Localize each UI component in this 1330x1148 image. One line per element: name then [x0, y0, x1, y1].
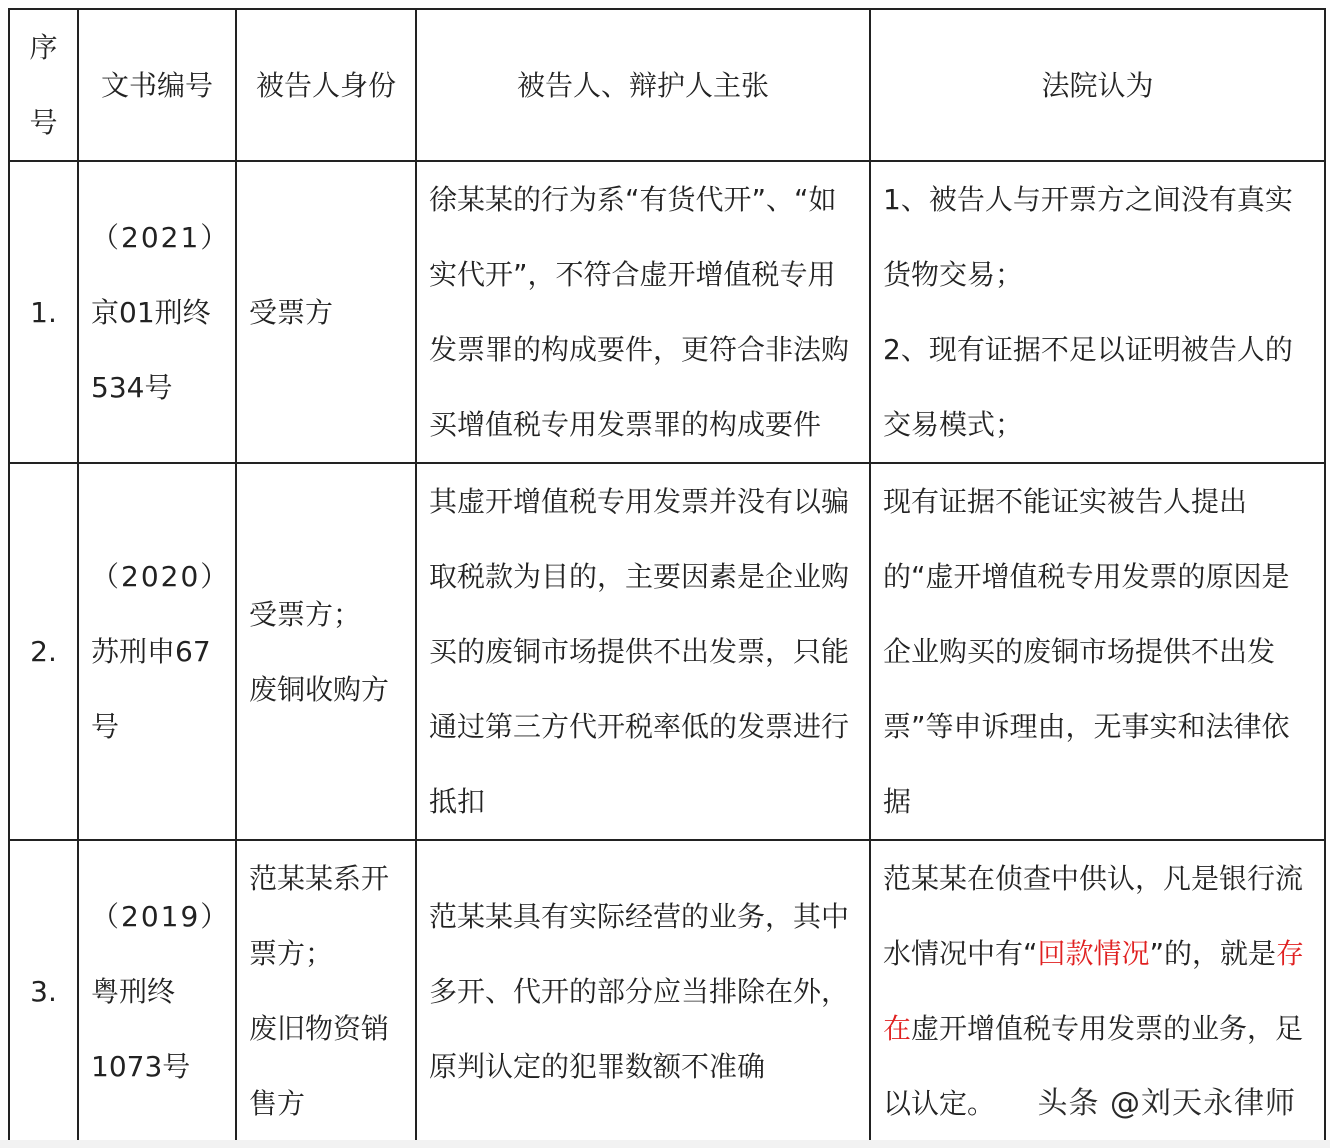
header-no: 序号	[9, 9, 78, 161]
document-year: （2021）	[91, 220, 231, 254]
defendant-identity	[236, 463, 416, 840]
identity-line: 废旧物资销售方	[249, 1012, 390, 1120]
document-number	[78, 161, 236, 463]
document-year: （2020）	[91, 560, 231, 593]
row-number: 2.	[9, 463, 78, 840]
header-claims: 被告人、辩护人主张	[416, 9, 870, 161]
row-number: 3.	[9, 840, 78, 1142]
header-identity: 被告人身份	[236, 9, 416, 161]
page-bottom-edge	[0, 1140, 1330, 1148]
table-row	[9, 161, 1325, 463]
document-number	[78, 840, 236, 1142]
document-year: （2019）	[91, 899, 231, 933]
court-opinion-item: 1、被告人与开票方之间没有真实货物交易；	[883, 183, 1293, 291]
defense-claims: 其虚开增值税专用发票并没有以骗取税款为目的，主要因素是企业购买的废铜市场提供不出发票，只能通过第三方代开税率低的发票进行抵扣	[416, 463, 870, 840]
court-opinion: 现有证据不能证实被告人提出的“虚开增值税专用发票的原因是企业购买的废铜市场提供不出发票”等申诉理由，无事实和法律依据	[870, 463, 1325, 840]
document-number	[78, 463, 236, 840]
document-code: 苏刑申67号	[91, 635, 211, 743]
header-court: 法院认为	[870, 9, 1325, 161]
identity-line: 受票方；	[249, 597, 362, 631]
document-code: 京01刑终534号	[91, 295, 211, 404]
defendant-identity	[236, 840, 416, 1142]
header-row	[9, 9, 1325, 161]
highlight-text: 回款情况	[1037, 937, 1150, 970]
court-text: ”的，就是	[1149, 937, 1277, 970]
court-text: 范某某在侦查中供认，凡是银行流水情况中有“	[883, 862, 1304, 970]
header-doc: 文书编号	[78, 9, 236, 161]
defense-claims: 徐某某的行为系“有货代开”、“如实代开”，不符合虚开增值税专用发票罪的构成要件，更符合非法购买增值税专用发票罪的构成要件	[416, 161, 870, 463]
identity-line: 废铜收购方	[249, 672, 390, 706]
document-code: 粤刑终1073号	[91, 974, 191, 1083]
defendant-identity: 受票方	[236, 161, 416, 463]
court-text: 虚开增值税专用发票的业务，足以认定。	[883, 1012, 1304, 1120]
court-opinion-item: 2、现有证据不足以证明被告人的交易模式；	[883, 333, 1293, 441]
court-opinion	[870, 161, 1325, 463]
identity-line: 范某某系开票方；	[249, 862, 390, 970]
row-number: 1.	[9, 161, 78, 463]
table-row	[9, 463, 1325, 840]
watermark: 头条 @刘天永律师	[1037, 1086, 1296, 1121]
highlight-text: 存在	[883, 937, 1305, 1045]
case-table	[8, 8, 1326, 1143]
defense-claims: 范某某具有实际经营的业务，其中多开、代开的部分应当排除在外，原判认定的犯罪数额不准确	[416, 840, 870, 1142]
